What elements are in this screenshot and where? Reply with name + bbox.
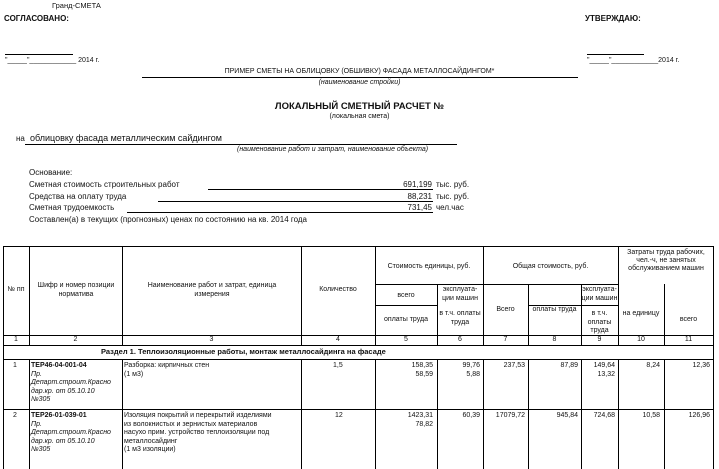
basis-label: Основание: xyxy=(29,168,73,177)
row-sum-wages: 87,89 xyxy=(560,362,578,369)
row-code-note: Департ.строит.Красно xyxy=(31,429,111,436)
header-qty: Количество xyxy=(319,286,357,293)
header-sum-machines: эксплуата-ции машин xyxy=(581,286,618,302)
row-code-note: дар.кр. от 05.10.10 xyxy=(31,387,95,395)
object-name: облицовку фасада металлическим сайдингом xyxy=(30,133,222,143)
row-name: насухо прим. устройство теплоизоляции под xyxy=(124,429,270,436)
row-name: Разборка: кирпичных стен xyxy=(124,362,210,369)
row-sum-machines-wages: 13,32 xyxy=(597,370,615,378)
header-unit-total: всего xyxy=(397,292,415,299)
wage-label: Средства на оплату труда xyxy=(29,192,127,201)
row-code: ТЕР46-04-001-04 xyxy=(31,362,87,369)
row-sum-machines: 724,68 xyxy=(593,412,615,419)
colnum-8: 8 xyxy=(552,336,557,343)
approve-label: УТВЕРЖДАЮ: xyxy=(585,14,641,23)
document-title: ЛОКАЛЬНЫЙ СМЕТНЫЙ РАСЧЕТ № xyxy=(274,101,445,112)
header-sum-machines-wages: в т.ч. оплаты труда xyxy=(587,310,612,334)
header-unit-machines: эксплуата-ции машин xyxy=(442,286,478,302)
prices-line: Составлен(а) в текущих (прогнозных) ценах по состоянию на кв. 2014 года xyxy=(29,215,307,224)
estimate-table xyxy=(3,246,714,469)
colnum-4: 4 xyxy=(336,336,340,343)
row-sum-machines: 149,64 xyxy=(593,362,615,369)
row-name: (1 м3 изоляции) xyxy=(124,446,176,453)
row-unit-machines: 60,39 xyxy=(462,412,480,419)
row-num: 1 xyxy=(13,362,17,369)
row-code: ТЕР26-01-039-01 xyxy=(31,412,87,419)
row-labor-total: 12,36 xyxy=(692,362,710,369)
header-sum-wages: оплаты труда xyxy=(532,306,577,313)
object-underline xyxy=(25,144,457,145)
labor-value: 731,45 xyxy=(407,203,432,212)
row-name: Изоляция покрытий и перекрытий изделиями xyxy=(124,412,272,419)
agreed-signature-line xyxy=(5,54,73,55)
cost-line xyxy=(208,189,433,190)
row-unit-machines-wages: 5,88 xyxy=(466,370,480,378)
row-sum-total: 17079,72 xyxy=(495,412,525,419)
row-sum-total: 237,53 xyxy=(503,362,525,369)
row-unit-machines: 99,76 xyxy=(462,362,480,369)
colnum-3: 3 xyxy=(209,336,214,343)
colnum-10: 10 xyxy=(637,336,645,343)
header-unit-wages: оплаты труда xyxy=(384,316,428,323)
row-unit-wages: 78,82 xyxy=(415,420,433,428)
header-code: Шифр и номер позиции норматива xyxy=(37,282,115,298)
construction-underline xyxy=(142,77,578,78)
approve-signature-line xyxy=(587,54,644,55)
colnum-5: 5 xyxy=(404,336,408,343)
colnum-7: 7 xyxy=(503,336,508,343)
agreed-date: "_____"____________ 2014 г. xyxy=(5,57,100,64)
approve-date: "_____"____________2014 г. xyxy=(587,57,680,64)
colnum-1: 1 xyxy=(14,336,18,343)
row-name: (1 м3) xyxy=(124,370,144,378)
row-name: из волокнистых и зернистых материалов xyxy=(124,420,258,428)
section-title: Раздел 1. Теплоизоляционные работы, монтаж металлосайдинга на фасаде xyxy=(101,347,386,356)
row-unit-total: 158,35 xyxy=(411,362,433,369)
header-labor-unit: на единицу xyxy=(622,310,660,317)
row-labor-unit: 10,58 xyxy=(642,412,660,419)
colnum-9: 9 xyxy=(597,336,602,343)
row-qty: 12 xyxy=(335,412,343,419)
wage-value: 88,231 xyxy=(407,192,432,201)
row-labor-total: 126,96 xyxy=(688,412,710,419)
colnum-2: 2 xyxy=(73,336,78,343)
row-code-note: №305 xyxy=(31,396,51,403)
construction-caption: (наименование стройки) xyxy=(318,79,401,86)
row-sum-wages: 945,84 xyxy=(556,412,578,419)
labor-unit: чел.час xyxy=(436,203,464,212)
colnum-6: 6 xyxy=(458,336,462,343)
document-subtitle: (локальная смета) xyxy=(329,113,390,120)
header-unit-cost: Стоимость единицы, руб. xyxy=(387,263,471,270)
header-labor-total: всего xyxy=(679,316,698,323)
header-name: Наименование работ и затрат, единица измерения xyxy=(147,282,277,298)
cost-unit: тыс. руб. xyxy=(436,180,470,189)
object-caption: (наименование работ и затрат, наименование объекта) xyxy=(237,146,429,153)
row-code-note: дар.кр. от 05.10.10 xyxy=(31,437,95,445)
header-labor: Затраты труда рабочих, чел.-ч, не занятых обслуживанием машин xyxy=(627,249,705,272)
agreed-label: СОГЛАСОВАНО: xyxy=(4,14,69,23)
row-code-note: Пр. xyxy=(31,420,42,428)
labor-line xyxy=(127,212,433,213)
row-code-note: №305 xyxy=(31,446,51,453)
labor-label: Сметная трудоемкость xyxy=(29,203,115,212)
row-code-note: Пр. xyxy=(31,370,42,378)
header-sum-all: Всего xyxy=(496,306,515,313)
row-num: 2 xyxy=(13,412,17,419)
colnum-11: 11 xyxy=(684,336,693,343)
cost-value: 691,199 xyxy=(403,180,432,189)
construction-name: ПРИМЕР СМЕТЫ НА ОБЛИЦОВКУ (ОБШИВКУ) ФАСАДА МЕТАЛЛОСАЙДИНГОМ* xyxy=(224,68,495,75)
row-qty: 1,5 xyxy=(333,362,343,369)
header-unit-machines-wages: в т.ч. оплаты труда xyxy=(439,310,481,326)
row-name: металлосайдинг xyxy=(124,437,178,445)
object-prefix: на xyxy=(16,134,25,143)
header-num: № пп xyxy=(7,286,25,293)
cost-label: Сметная стоимость строительных работ xyxy=(29,180,180,189)
header-total-cost: Общая стоимость, руб. xyxy=(512,263,589,270)
program-name: Гранд-СМЕТА xyxy=(52,1,101,10)
wage-line xyxy=(158,201,433,202)
row-unit-wages: 58,59 xyxy=(415,370,433,378)
row-labor-unit: 8,24 xyxy=(646,362,660,369)
wage-unit: тыс. руб. xyxy=(436,192,470,201)
row-unit-total: 1423,31 xyxy=(407,412,433,419)
row-code-note: Департ.строит.Красно xyxy=(31,379,111,386)
